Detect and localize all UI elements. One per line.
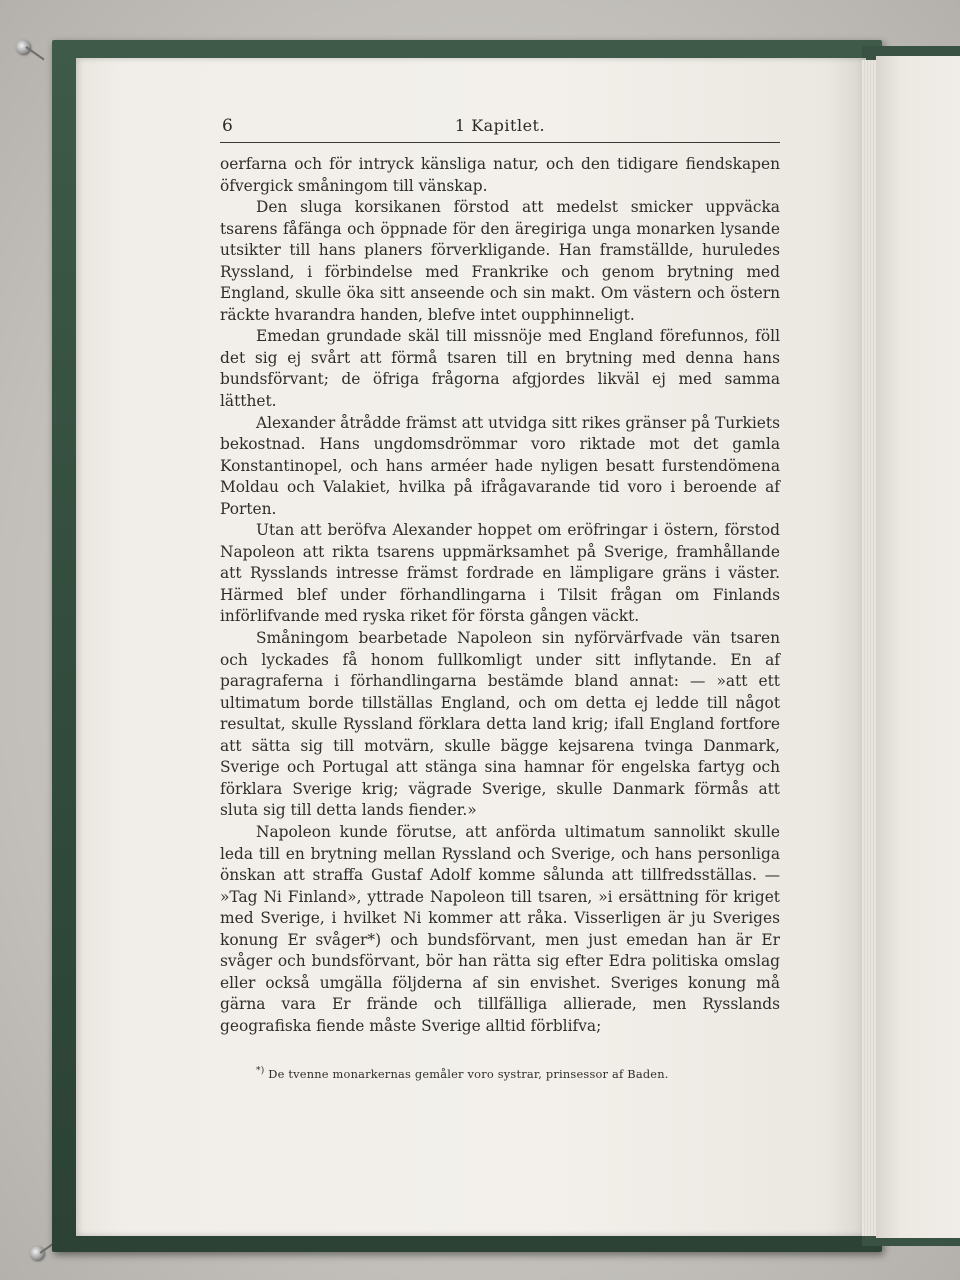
running-head: 1 Kapitlet.	[454, 116, 546, 135]
paragraph: Emedan grundade skäl till missnöje med England förefunnos, föll det sig ej svårt att förmå tsaren till en brytning med denna hans bundsförvant; de öfriga frågorna afgjordes likväl ej med samma lätthet.	[220, 327, 780, 411]
paragraph: Alexander åtrådde främst att utvidga sitt rikes gränser på Turkiets bekostnad. Hans ungdomsdrömmar voro riktade mot det gamla Konstantinopel, och hans arméer hade nyligen besatt furstendömena Moldau och Valakiet, hvilka på ifrågavarande tid voro i beroende af Porten.	[220, 413, 780, 518]
footnote-text: De tvenne monarkernas gemåler voro systrar, prinsessor af Baden.	[268, 1067, 669, 1081]
header-rule	[220, 142, 780, 143]
body-text	[220, 154, 780, 1037]
page-number: 6	[222, 116, 233, 136]
footnote-mark: *)	[256, 1066, 265, 1077]
paragraph: Den sluga korsikanen förstod att medelst smicker uppväcka tsarens fåfänga och öppnade för den äregiriga unga monarken lysande utsikter till hans planers förverkligande. Han framställde, huruledes Ryssland, i förbindelse med Frankrike och genom brytning med England, skulle öka sitt anseende och sin makt. Om västern och östern räckte hvarandra handen, blefve intet oupphinneligt.	[220, 198, 780, 324]
paragraph: Utan att beröfva Alexander hoppet om eröfringar i östern, förstod Napoleon att rikta tsarens uppmärksamhet på Sverige, framhållande att Rysslands intresse främst fordrade en lämpligare gräns i väster. Härmed blef under förhandlingarna i Tilsit frågan om Finlands införlifvande med ryska riket för första gången väckt.	[220, 521, 780, 626]
paragraph: Napoleon kunde förutse, att anförda ultimatum sannolikt skulle leda till en brytning mellan Ryssland och Sverige, och hans personliga önskan att straffa Gustaf Adolf komme sålunda att tillfredsställas. — »Tag Ni Finland», yttrade Napoleon till tsaren, »i ersättning för kriget med Sverige, i hvilket Ni kommer att råka. Visserligen är ju Sveriges konung Er svåger*) och bundsförvant, men just emedan han är Er svåger och bundsförvant, bör han rätta sig efter Edra politiska omslag eller också umgälla följderna af sin envishet. Sveriges konung må gärna vara Er frände och tillfälliga allierade, men Rysslands geografiska fiende måste Sverige alltid förblifva;	[220, 822, 780, 1035]
pin-icon	[16, 40, 30, 54]
facing-page	[876, 56, 960, 1238]
page-header	[220, 116, 780, 142]
paragraph: oerfarna och för intryck känsliga natur, och den tidigare fiendskapen öfvergick småningom till vänskap.	[220, 155, 780, 195]
pin-icon	[30, 1246, 44, 1260]
page-edges	[862, 60, 876, 1236]
paragraph: Småningom bearbetade Napoleon sin nyförvärfvade vän tsaren och lyckades få honom fullkomligt under sitt inflytande. En af paragraferna i förhandlingarna bestämde bland annat: — »att ett ultimatum borde tillställas England, och om detta ej ledde till något resultat, skulle Ryssland förklara detta land krig; ifall England fortfore att sätta sig till motvärn, skulle bägge kejsarena tvinga Danmark, Sverige och Portugal att stänga sina hamnar för engelska fartyg och förklara Sverige krig; vägrade Sverige, skulle Danmark förmås att sluta sig till detta lands fiender.»	[220, 629, 780, 820]
footnote	[256, 1066, 796, 1082]
